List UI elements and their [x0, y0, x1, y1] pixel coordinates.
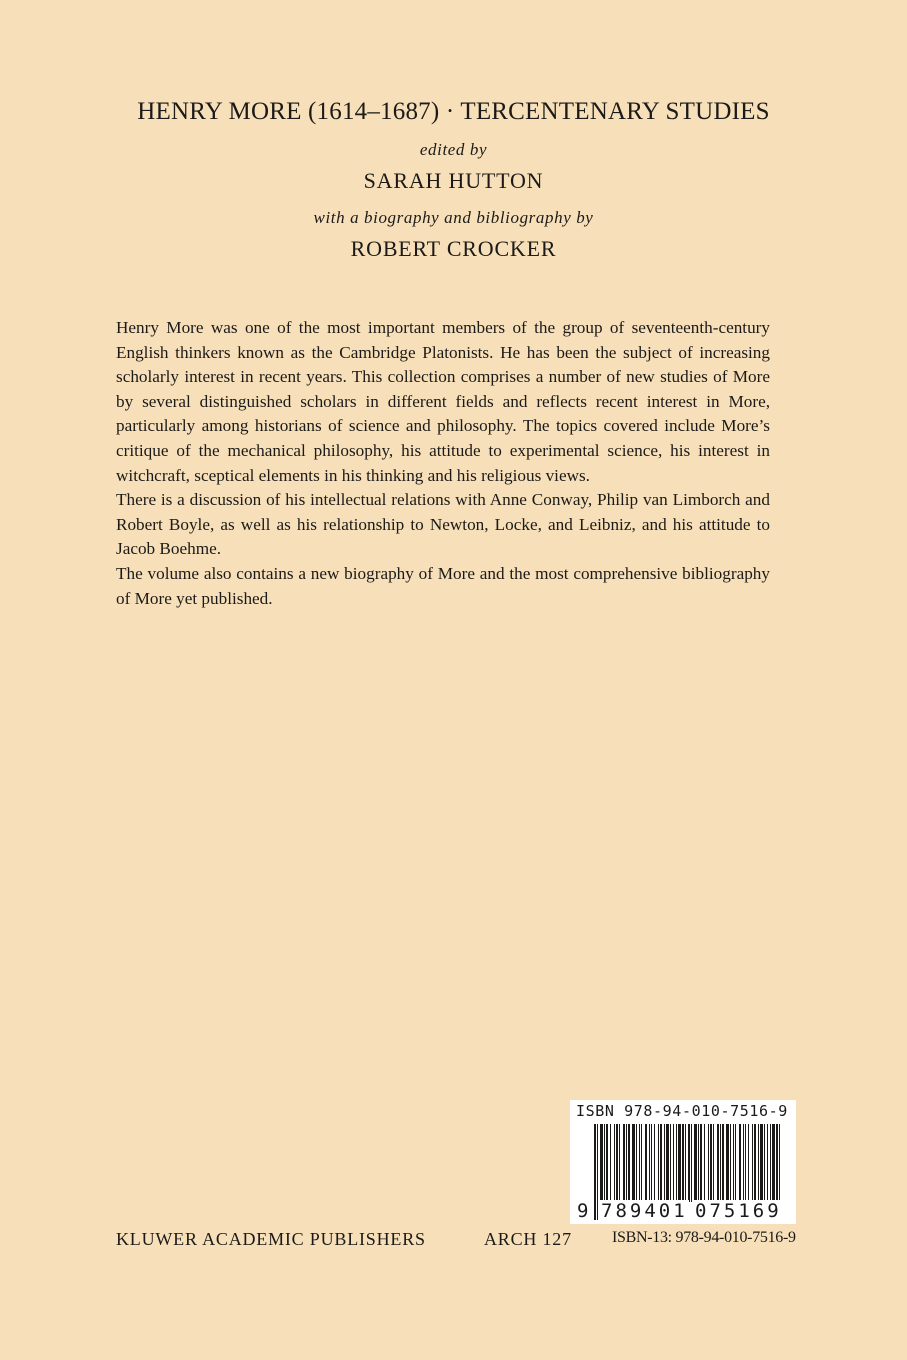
barcode-bar — [606, 1124, 608, 1202]
barcode-bar — [735, 1124, 736, 1202]
barcode-bar — [649, 1124, 650, 1202]
barcode-bar — [651, 1124, 652, 1202]
barcode-bar — [726, 1124, 729, 1202]
barcode-bar — [698, 1124, 699, 1202]
barcode-bar — [772, 1124, 775, 1202]
barcode-bar — [739, 1124, 741, 1202]
barcode-bar — [682, 1124, 684, 1202]
barcode-bar — [645, 1124, 647, 1202]
barcode-digit-first: 9 — [577, 1200, 589, 1222]
barcode-bar — [688, 1124, 690, 1202]
isbn-barcode — [570, 1100, 796, 1224]
barcode-digits-left: 789401 — [601, 1200, 688, 1222]
barcode-bar — [767, 1124, 768, 1202]
isbn-13: ISBN-13: 978-94-010-7516-9 — [612, 1229, 796, 1246]
barcode-bar — [752, 1124, 753, 1202]
barcode-bar — [713, 1124, 714, 1202]
barcode-bar — [610, 1124, 611, 1202]
barcode-bar — [664, 1124, 665, 1202]
barcode-bar — [770, 1124, 771, 1202]
barcode-bar — [658, 1124, 659, 1202]
barcode-bar — [678, 1124, 681, 1202]
barcode-digits-right: 075169 — [695, 1200, 782, 1222]
barcode-bar — [628, 1124, 630, 1202]
barcode-bar — [626, 1124, 627, 1202]
barcode-bar — [632, 1124, 635, 1202]
biography-author-name: ROBERT CROCKER — [350, 236, 557, 261]
barcode-bar — [708, 1124, 709, 1202]
barcode-bar — [733, 1124, 734, 1202]
barcode-bar — [600, 1124, 603, 1202]
barcode-bar — [776, 1124, 778, 1202]
barcode-bar — [745, 1124, 746, 1202]
barcode-bar — [758, 1124, 759, 1202]
series-number: ARCH 127 — [484, 1229, 572, 1249]
barcode-bar — [666, 1124, 669, 1202]
blurb-paragraph: The volume also contains a new biography of More and the most comprehensive bibliography of More yet published. — [116, 563, 770, 608]
edited-by-label: edited by — [419, 140, 488, 159]
barcode-bar — [700, 1124, 702, 1202]
barcode-bar — [619, 1124, 620, 1202]
barcode-bar — [639, 1124, 640, 1202]
barcode-bar — [597, 1124, 598, 1220]
barcode-bar — [660, 1124, 662, 1202]
barcode-bar — [764, 1124, 765, 1202]
publisher-name: KLUWER ACADEMIC PUBLISHERS — [116, 1229, 426, 1249]
back-cover-blurb — [116, 316, 770, 611]
barcode-bar — [748, 1124, 749, 1202]
barcode-bar — [636, 1124, 637, 1202]
barcode-bar — [670, 1124, 671, 1202]
blurb-paragraph: There is a discussion of his intellectual relations with Anne Conway, Philip van Limborch and Robert Boyle, as well as his relationship to Newton, Locke, and Leibniz, and his attitude to Jacob Boehme. — [116, 490, 770, 559]
biography-credit-label: with a biography and bibliography by — [313, 208, 594, 227]
barcode-bar — [694, 1124, 697, 1202]
barcode-bar — [710, 1124, 712, 1202]
barcode-bar — [616, 1124, 618, 1202]
barcode-bar — [676, 1124, 677, 1202]
barcode-bar — [704, 1124, 705, 1202]
blurb-paragraph: Henry More was one of the most important members of the group of seventeenth-century English thinkers known as the Cambridge Platonists. He has been the subject of increasing scholarly interest in recent years. This collection comprises a number of new studies of More by several distinguished scholars in different fields and reflects recent interest in More, particularly among historians of science and philosophy. The topics covered include More’s critique of the mechanical philosophy, his attitude to experimental science, his interest in witchcraft, sceptical elements in his thinking and his religious views. — [116, 318, 770, 485]
barcode-bar — [691, 1124, 692, 1202]
barcode-bar — [604, 1124, 605, 1202]
barcode-bar — [654, 1124, 655, 1202]
barcode-bar — [717, 1124, 719, 1202]
barcode-bar — [743, 1124, 744, 1202]
barcode-bar — [720, 1124, 721, 1202]
book-title: HENRY MORE (1614–1687) · TERCENTENARY STUDIES — [137, 98, 770, 125]
barcode-bar — [673, 1124, 674, 1202]
barcode-bar — [722, 1124, 724, 1202]
editor-name: SARAH HUTTON — [363, 168, 544, 193]
barcode-bar — [614, 1124, 615, 1202]
barcode-bar — [594, 1124, 596, 1220]
barcode-bar — [754, 1124, 756, 1202]
barcode-bar — [730, 1124, 731, 1202]
barcode-bar — [760, 1124, 763, 1202]
barcode-isbn-text: ISBN 978-94-010-7516-9 — [576, 1102, 788, 1120]
barcode-bar — [623, 1124, 625, 1202]
barcode-bar — [641, 1124, 642, 1202]
